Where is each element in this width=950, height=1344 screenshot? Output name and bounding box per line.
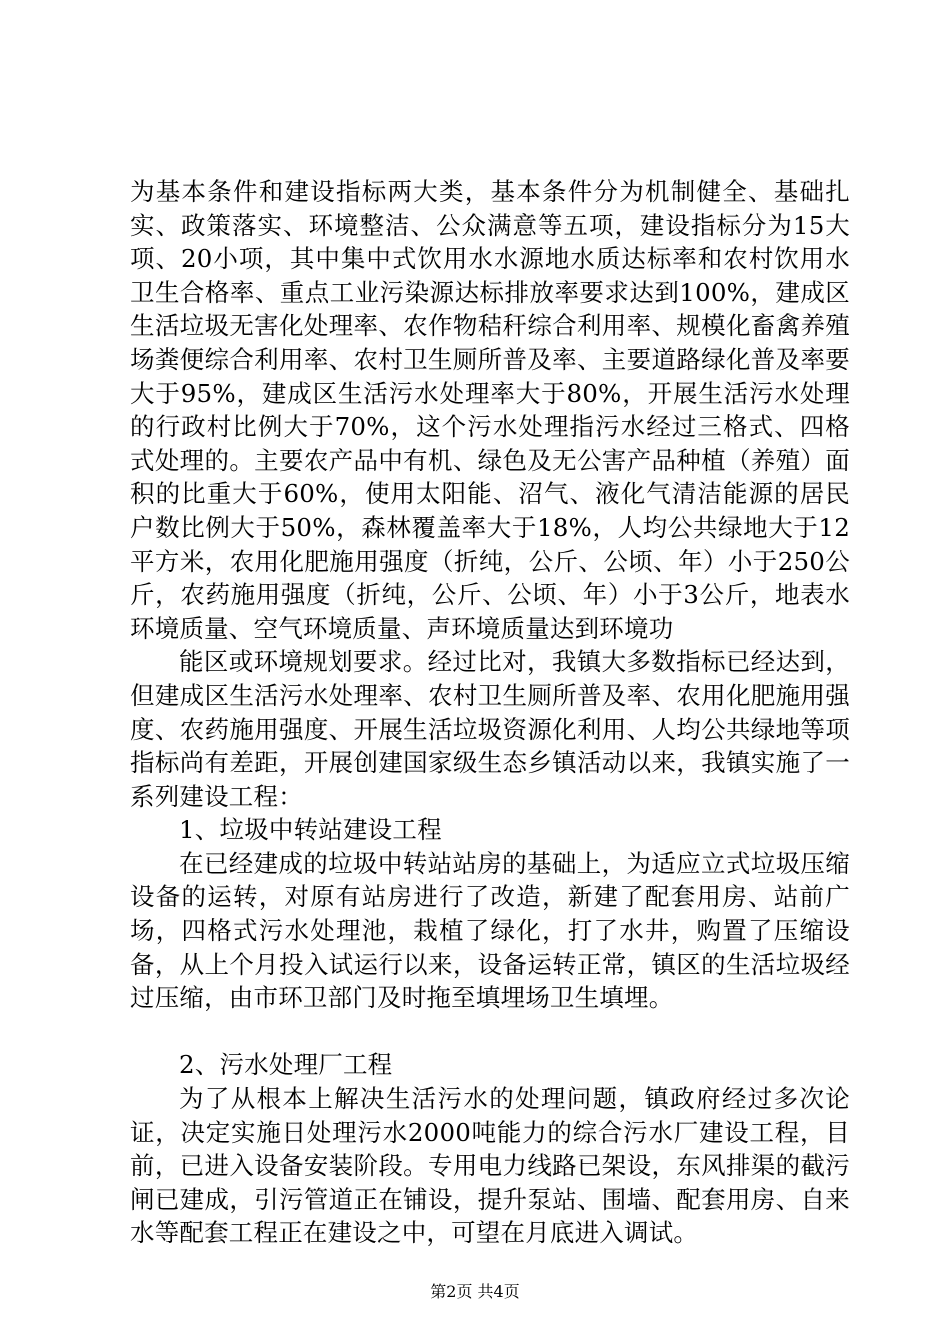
paragraph-garbage-station: 在已经建成的垃圾中转站站房的基础上，为适应立式垃圾压缩设备的运转，对原有站房进行了改造，新建了配套用房、站前广场，四格式污水处理池，栽植了绿化，打了水井，购置了压缩设备，从上个月投入试运行以来，设备运转正常，镇区的生活垃圾经过压缩，由市环卫部门及时拖至填埋场卫生填埋。 bbox=[130, 848, 850, 1013]
page-footer: 第2页 共4页 bbox=[430, 1282, 520, 1301]
paragraph-spacer bbox=[130, 1015, 850, 1049]
heading-garbage-station: 1、垃圾中转站建设工程 bbox=[179, 815, 442, 845]
document-body bbox=[130, 175, 850, 1250]
paragraph-indicators: 为基本条件和建设指标两大类，基本条件分为机制健全、基础扎实、政策落实、环境整洁、公众满意等五项，建设指标分为15大项、20小项，其中集中式饮用水水源地水质达标率和农村饮用水卫生合格率、重点工业污染源达标排放率要求达到100%，建成区生活垃圾无害化处理率、农作物秸秆综合利用率、规模化畜禽养殖场粪便综合利用率、农村卫生厕所普及率、主要道路绿化普及率要大于95%，建成区生活污水处理率大于80%，开展生活污水处理的行政村比例大于70%，这个污水处理指污水经过三格式、四格式处理的。主要农产品中有机、绿色及无公害产品种植（养殖）面积的比重大于60%，使用太阳能、沼气、液化气清洁能源的居民户数比例大于50%，森林覆盖率大于18%，人均公共绿地大于12平方米，农用化肥施用强度（折纯，公斤、公顷、年）小于250公斤，农药施用强度（折纯，公斤、公顷、年）小于3公斤，地表水环境质量、空气环境质量、声环境质量达到环境功 bbox=[130, 177, 850, 643]
paragraph-comparison: 能区或环境规划要求。经过比对，我镇大多数指标已经达到，但建成区生活污水处理率、农村卫生厕所普及率、农用化肥施用强度、农药施用强度、开展生活垃圾资源化利用、人均公共绿地等项指标尚有差距，开展创建国家级生态乡镇活动以来，我镇实施了一系列建设工程： bbox=[130, 647, 850, 811]
paragraph-sewage-plant: 为了从根本上解决生活污水的处理问题，镇政府经过多次论证，决定实施日处理污水2000吨能力的综合污水厂建设工程，目前，已进入设备安装阶段。专用电力线路已架设，东风排渠的截污闸已建成，引污管道正在铺设，提升泵站、围墙、配套用房、自来水等配套工程正在建设之中，可望在月底进入调试。 bbox=[130, 1084, 850, 1248]
heading-sewage-plant: 2、污水处理厂工程 bbox=[179, 1050, 393, 1080]
